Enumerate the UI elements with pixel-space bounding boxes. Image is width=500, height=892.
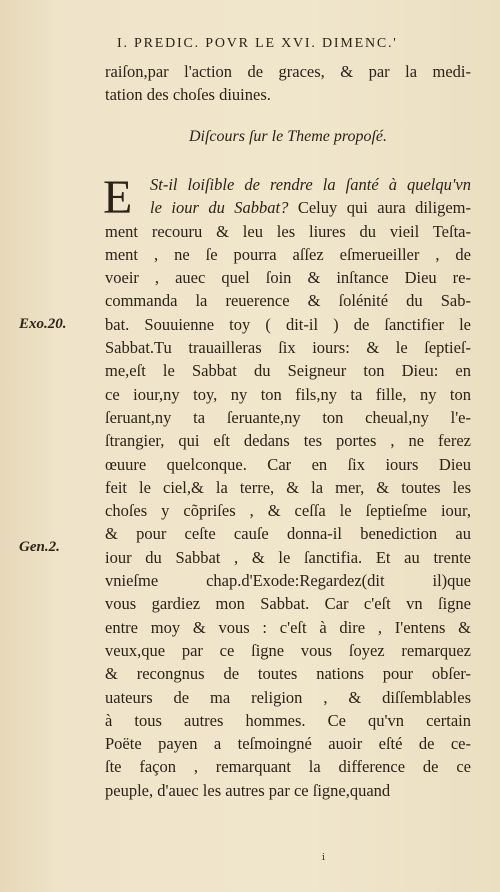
text-line: feit le ciel,& la terre, & la mer, & toutes les <box>105 477 471 497</box>
text-line: choſes y cõpriſes , & ceſſa le ſeptieſme iour, <box>105 501 471 521</box>
text-line: voeir , auec quel ſoin & inſtance Dieu re- <box>105 268 471 288</box>
continued-text <box>105 60 471 107</box>
text-line: ment recouru & leu les liures du vieil Teſta- <box>105 221 471 241</box>
text-line: bat. Souuienne toy ( dit-il ) de ſanctifier le <box>105 314 471 334</box>
text-line: & pour ceſte cauſe donna-il benediction au <box>105 524 471 544</box>
opening-question-end: le iour du Sabbat? <box>150 198 289 218</box>
text-line: ment , ne ſe pourra aſſez eſmerueiller , de <box>105 244 471 264</box>
text-line: œuure quelconque. Car en ſix iours Dieu <box>105 454 471 474</box>
text-line: tation des choſes diuines. <box>105 85 271 105</box>
text-line: raiſon,par l'action de graces, & par la medi- <box>105 62 471 81</box>
text-line: ſte façon , remarquant la difference de ce <box>105 757 471 777</box>
text-line: veux,que par ce ſigne vous ſoyez remarquez <box>105 640 471 660</box>
text-line <box>105 196 471 219</box>
text-line: ce iour,ny toy, ny ton fils,ny ta fille, ny ton <box>105 384 471 404</box>
margin-note-exodus: Exo.20. <box>19 316 67 332</box>
page-mark: i <box>322 853 325 863</box>
body-text <box>105 173 471 802</box>
text-line: vous gardiez mon Sabbat. Car c'eſt vn ſigne <box>105 594 471 614</box>
text-line: ſtrangier, qui eſt dedans tes portes , ne ferez <box>105 431 471 451</box>
text-line: & recongnus de toutes nations pour obſer- <box>105 664 471 684</box>
text-line <box>105 173 471 196</box>
text-line: vnieſme chap.d'Exode:Regardez(dit il)que <box>105 571 471 591</box>
section-title: Diſcours ſur le Theme propoſé. <box>188 128 388 145</box>
margin-note-genesis: Gen.2. <box>19 539 60 555</box>
text-line: commanda la reuerence & ſolénité du Sab- <box>105 291 471 311</box>
text-line: ſeruant,ny ta ſeruante,ny ton cheual,ny l'e- <box>105 407 471 427</box>
text-line-rest: Celuy qui aura diligem- <box>288 198 471 218</box>
opening-question: St-il loiſible de rendre la ſanté à quelqu'vn <box>150 175 471 194</box>
drop-cap-initial: E <box>103 171 133 224</box>
text-line: peuple, d'auec les autres par ce ſigne,quand <box>105 780 391 800</box>
text-line: Poëte payen a teſmoingné auoir eſté de ce- <box>105 734 471 754</box>
text-line: iour du Sabbat , & le ſanctifia. Et au trente <box>105 547 471 567</box>
text-line: Sabbat.Tu trauailleras ſix iours: & le ſeptieſ- <box>105 338 471 358</box>
text-line: me,eſt le Sabbat du Seigneur ton Dieu: en <box>105 361 471 381</box>
text-line: uateurs de ma religion , & diſſemblables <box>105 687 471 707</box>
text-line: à tous autres hommes. Ce qu'vn certain <box>105 710 471 730</box>
text-line: entre moy & vous : c'eſt à dire , I'entens & <box>105 617 471 637</box>
running-header: I. PREDIC. POVR LE XVI. DIMENC.' <box>117 36 398 51</box>
